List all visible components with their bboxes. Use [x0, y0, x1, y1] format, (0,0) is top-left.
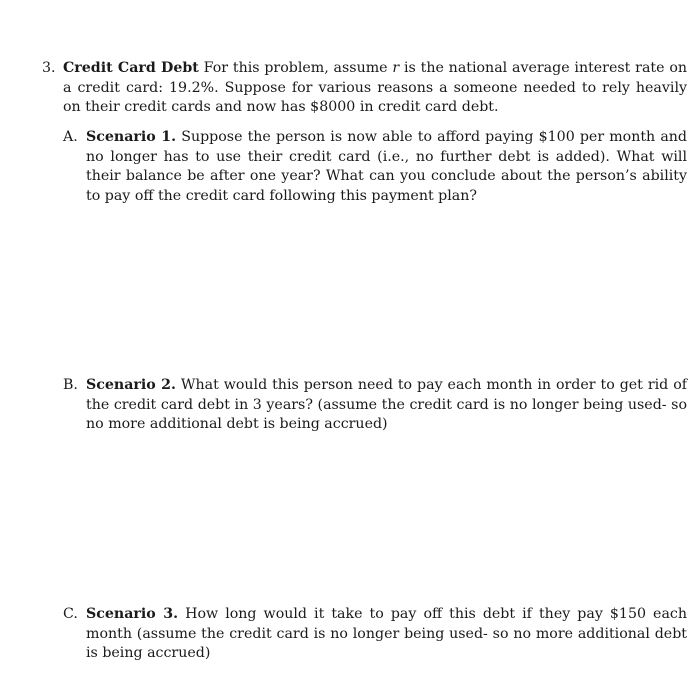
part-a-letter: A.	[63, 129, 78, 145]
part-b-letter: B.	[63, 377, 78, 393]
part-b-text	[86, 376, 687, 435]
part-a-text	[86, 128, 687, 206]
part-c-text	[86, 605, 687, 664]
problem-3	[42, 59, 687, 118]
part-a-question: Suppose the person is now able to afford paying $100 per month and no longer has to use their credit card (i.e., no further debt is added). What will their balance be after one year? What can you conclude about the person’s ability to pay off the credit card following this payment plan?	[86, 129, 687, 204]
problem-number: 3.	[42, 60, 56, 76]
part-b	[63, 376, 687, 435]
problem-intro-part-2: is the national average interest rate on a credit card: 19.2%. Suppose for various reasons a someone needed to rely heavily on their credit cards and now has $8000 in credit card debt.	[63, 60, 687, 115]
part-b-question: What would this person need to pay each month in order to get rid of the credit card debt in 3 years? (assume the credit card is no longer being used- so no more additional debt is being accrued)	[86, 377, 687, 432]
part-b-label: Scenario 2.	[86, 377, 176, 393]
problem-statement	[63, 59, 687, 118]
problem-intro-part-1: For this problem, assume	[198, 60, 393, 76]
interest-rate-variable: r	[392, 60, 400, 76]
problem-title: Credit Card Debt	[63, 60, 199, 76]
part-a	[63, 128, 687, 206]
part-c-question: How long would it take to pay off this debt if they pay $150 each month (assume the credit card is no longer being used- so no more additional debt is being accrued)	[86, 606, 687, 661]
part-a-label: Scenario 1.	[86, 129, 177, 145]
part-c-letter: C.	[63, 606, 78, 622]
part-c-label: Scenario 3.	[86, 606, 179, 622]
part-c	[63, 605, 687, 664]
